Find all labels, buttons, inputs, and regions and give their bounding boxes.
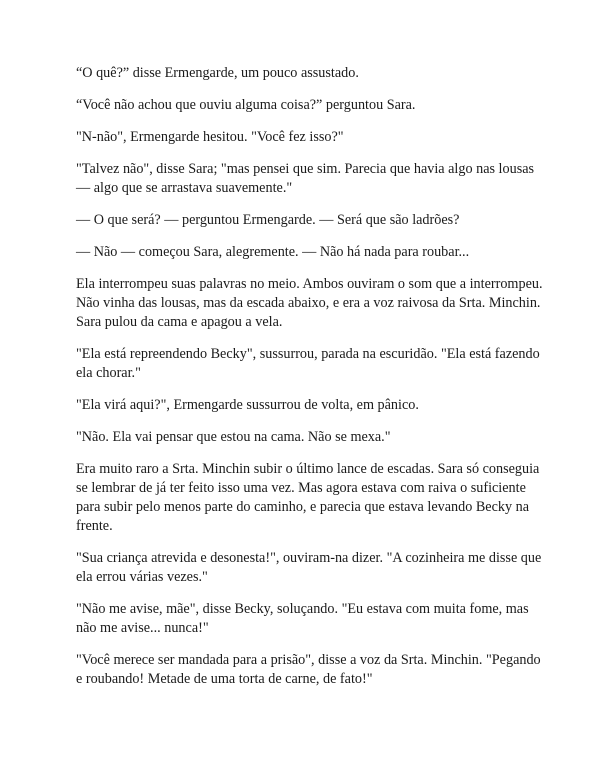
paragraph-11: Era muito raro a Srta. Minchin subir o último lance de escadas. Sara só conseguia se lembrar de já ter feito isso uma vez. Mas agora estava com raiva o suficiente para subir pelo menos parte do caminho, e parecia que estava levando Becky na frente. (76, 461, 540, 534)
paragraph-5: — O que será? — perguntou Ermengarde. — Será que são ladrões? (76, 212, 460, 228)
document-body (76, 64, 546, 702)
paragraph-3: "N-não", Ermengarde hesitou. "Você fez isso?" (76, 129, 344, 145)
paragraph-10: "Não. Ela vai pensar que estou na cama. Não se mexa." (76, 429, 391, 445)
paragraph-6: — Não — começou Sara, alegremente. — Não há nada para roubar... (76, 244, 470, 260)
paragraph-9: "Ela virá aqui?", Ermengarde sussurrou de volta, em pânico. (76, 397, 419, 413)
paragraph-4: "Talvez não", disse Sara; "mas pensei que sim. Parecia que havia algo nas lousas — algo que se arrastava suavemente." (76, 161, 535, 196)
paragraph-14: "Você merece ser mandada para a prisão", disse a voz da Srta. Minchin. "Pegando e roubando! Metade de uma torta de carne, de fato!" (76, 652, 541, 687)
paragraph-13: "Não me avise, mãe", disse Becky, soluçando. "Eu estava com muita fome, mas não me avise... nunca!" (76, 601, 529, 636)
paragraph-8: "Ela está repreendendo Becky", sussurrou, parada na escuridão. "Ela está fazendo ela chorar." (76, 346, 540, 381)
paragraph-2: “Você não achou que ouviu alguma coisa?” perguntou Sara. (76, 97, 416, 113)
paragraph-1: “O quê?” disse Ermengarde, um pouco assustado. (76, 65, 359, 81)
paragraph-7: Ela interrompeu suas palavras no meio. Ambos ouviram o som que a interrompeu. Não vinha das lousas, mas da escada abaixo, e era a voz raivosa da Srta. Minchin. Sara pulou da cama e apagou a vela. (76, 276, 543, 330)
paragraph-12: "Sua criança atrevida e desonesta!", ouviram-na dizer. "A cozinheira me disse que ela errou várias vezes." (76, 550, 542, 585)
